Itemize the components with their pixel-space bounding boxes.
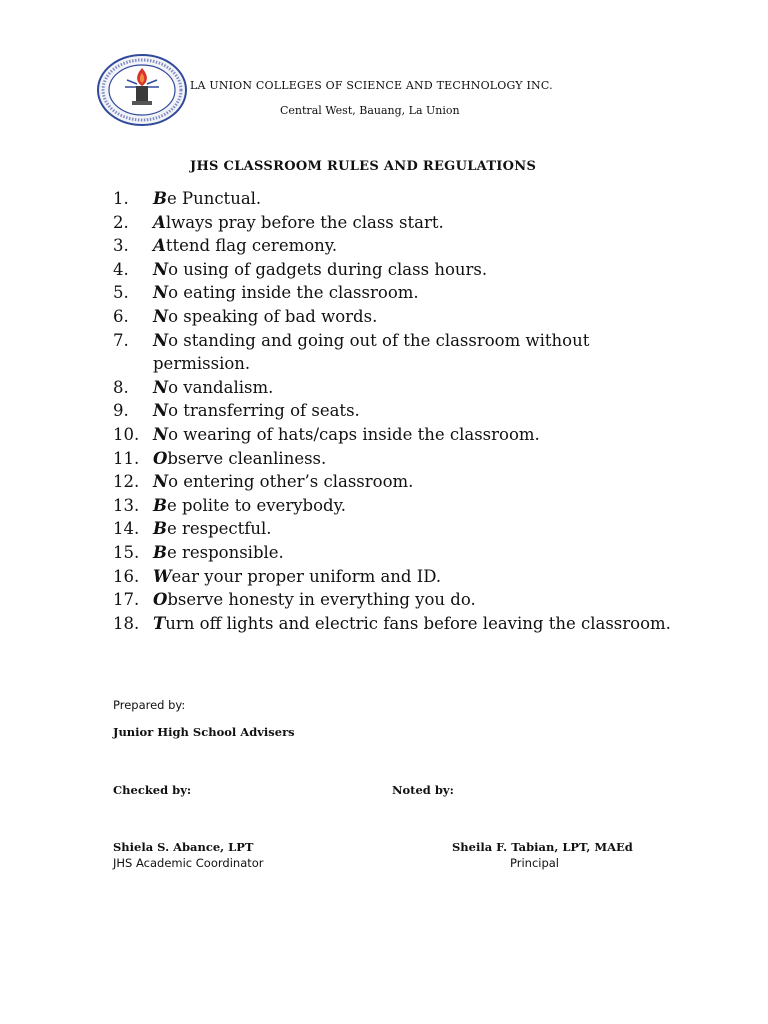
rule-item xyxy=(113,329,683,376)
rule-initial: N xyxy=(153,401,169,421)
rule-initial: T xyxy=(153,613,166,633)
checked-by-label: Checked by: xyxy=(113,783,192,797)
rule-text xyxy=(153,305,683,329)
rule-number: 9. xyxy=(113,401,129,421)
rule-body: o transferring of seats. xyxy=(168,401,360,421)
rule-text xyxy=(153,399,683,423)
rule-body: ear your proper uniform and ID. xyxy=(171,566,442,586)
rule-initial: A xyxy=(153,212,166,232)
rule-initial: N xyxy=(153,424,169,444)
rule-item xyxy=(113,517,683,541)
rule-text xyxy=(153,329,683,376)
rule-number: 15. xyxy=(113,542,140,562)
rule-initial: B xyxy=(153,542,167,562)
rule-item xyxy=(113,376,683,400)
rule-number: 12. xyxy=(113,472,140,492)
rule-number: 18. xyxy=(113,613,140,633)
rule-initial: N xyxy=(153,472,169,492)
rule-text xyxy=(153,376,683,400)
rule-body: o speaking of bad words. xyxy=(168,306,378,326)
rule-number: 16. xyxy=(113,566,140,586)
rule-number: 7. xyxy=(113,330,129,350)
rule-initial: B xyxy=(153,189,167,208)
rule-text xyxy=(153,588,683,612)
rule-number: 3. xyxy=(113,236,129,256)
rules-list xyxy=(113,187,683,635)
rule-body: e responsible. xyxy=(166,542,284,562)
rule-text xyxy=(153,423,683,447)
rule-item xyxy=(113,399,683,423)
rule-initial: N xyxy=(153,377,169,397)
rule-body: ttend flag ceremony. xyxy=(165,236,338,256)
rule-item xyxy=(113,281,683,305)
document-title: JHS CLASSROOM RULES AND REGULATIONS xyxy=(190,159,537,174)
rule-text xyxy=(153,281,683,305)
rule-initial: B xyxy=(153,495,167,515)
checker-name: Shiela S. Abance, LPT xyxy=(113,840,254,854)
rule-body: e respectful. xyxy=(166,519,272,539)
rule-number: 13. xyxy=(113,495,140,515)
rule-item xyxy=(113,470,683,494)
rule-text xyxy=(153,211,683,235)
rule-item xyxy=(113,588,683,612)
rule-item xyxy=(113,423,683,447)
rule-item xyxy=(113,565,683,589)
school-seal-logo xyxy=(97,54,187,126)
rule-body: o standing and going out of the classroom without permission. xyxy=(153,330,590,374)
rule-number: 5. xyxy=(113,283,129,303)
rule-body: e polite to everybody. xyxy=(166,495,346,515)
rule-initial: O xyxy=(153,590,168,610)
rule-body: o using of gadgets during class hours. xyxy=(168,259,488,279)
rule-item xyxy=(113,494,683,518)
rule-body: o wearing of hats/caps inside the classroom. xyxy=(168,424,540,444)
school-address: Central West, Bauang, La Union xyxy=(280,104,460,117)
rule-number: 1. xyxy=(113,189,129,208)
noter-name: Sheila F. Tabian, LPT, MAEd xyxy=(452,840,633,854)
rule-text xyxy=(153,541,683,565)
rule-initial: O xyxy=(153,448,168,468)
rule-item xyxy=(113,541,683,565)
rule-number: 2. xyxy=(113,212,129,232)
rule-initial: N xyxy=(153,306,169,326)
rule-number: 17. xyxy=(113,590,140,610)
rule-item xyxy=(113,258,683,282)
rule-body: o vandalism. xyxy=(168,377,274,397)
rule-initial: W xyxy=(153,566,172,586)
rule-number: 6. xyxy=(113,306,129,326)
rule-initial: A xyxy=(153,236,166,256)
rule-body: e Punctual. xyxy=(166,189,262,208)
rule-text xyxy=(153,565,683,589)
school-name: LA UNION COLLEGES OF SCIENCE AND TECHNOLOGY INC. xyxy=(190,79,553,92)
rule-text xyxy=(153,517,683,541)
rule-initial: N xyxy=(153,330,169,350)
checker-title: JHS Academic Coordinator xyxy=(113,856,264,870)
rule-initial: N xyxy=(153,259,169,279)
rule-item xyxy=(113,447,683,471)
seal-pedestal xyxy=(136,86,148,102)
rule-initial: N xyxy=(153,283,169,303)
rule-body: lways pray before the class start. xyxy=(165,212,444,232)
rule-text xyxy=(153,234,683,258)
rule-number: 14. xyxy=(113,519,140,539)
rule-number: 11. xyxy=(113,448,140,468)
rule-text xyxy=(153,612,683,636)
rule-text xyxy=(153,447,683,471)
noter-title: Principal xyxy=(510,856,560,870)
prepared-by-label: Prepared by: xyxy=(113,698,186,712)
rule-item xyxy=(113,305,683,329)
prepared-by-name: Junior High School Advisers xyxy=(113,725,295,739)
rule-number: 8. xyxy=(113,377,129,397)
rule-body: urn off lights and electric fans before leaving the classroom. xyxy=(165,613,671,633)
rule-body: o entering other’s classroom. xyxy=(168,472,414,492)
rule-text xyxy=(153,258,683,282)
rule-item xyxy=(113,211,683,235)
rule-initial: B xyxy=(153,519,167,539)
rule-item xyxy=(113,187,683,211)
rule-item xyxy=(113,612,683,636)
rule-number: 4. xyxy=(113,259,129,279)
noted-by-label: Noted by: xyxy=(392,783,454,797)
rule-body: bserve cleanliness. xyxy=(167,448,327,468)
rule-text xyxy=(153,470,683,494)
rule-item xyxy=(113,234,683,258)
rule-text xyxy=(153,494,683,518)
rule-text xyxy=(153,187,683,211)
rule-body: bserve honesty in everything you do. xyxy=(167,590,476,610)
rule-body: o eating inside the classroom. xyxy=(168,283,419,303)
rule-number: 10. xyxy=(113,424,140,444)
